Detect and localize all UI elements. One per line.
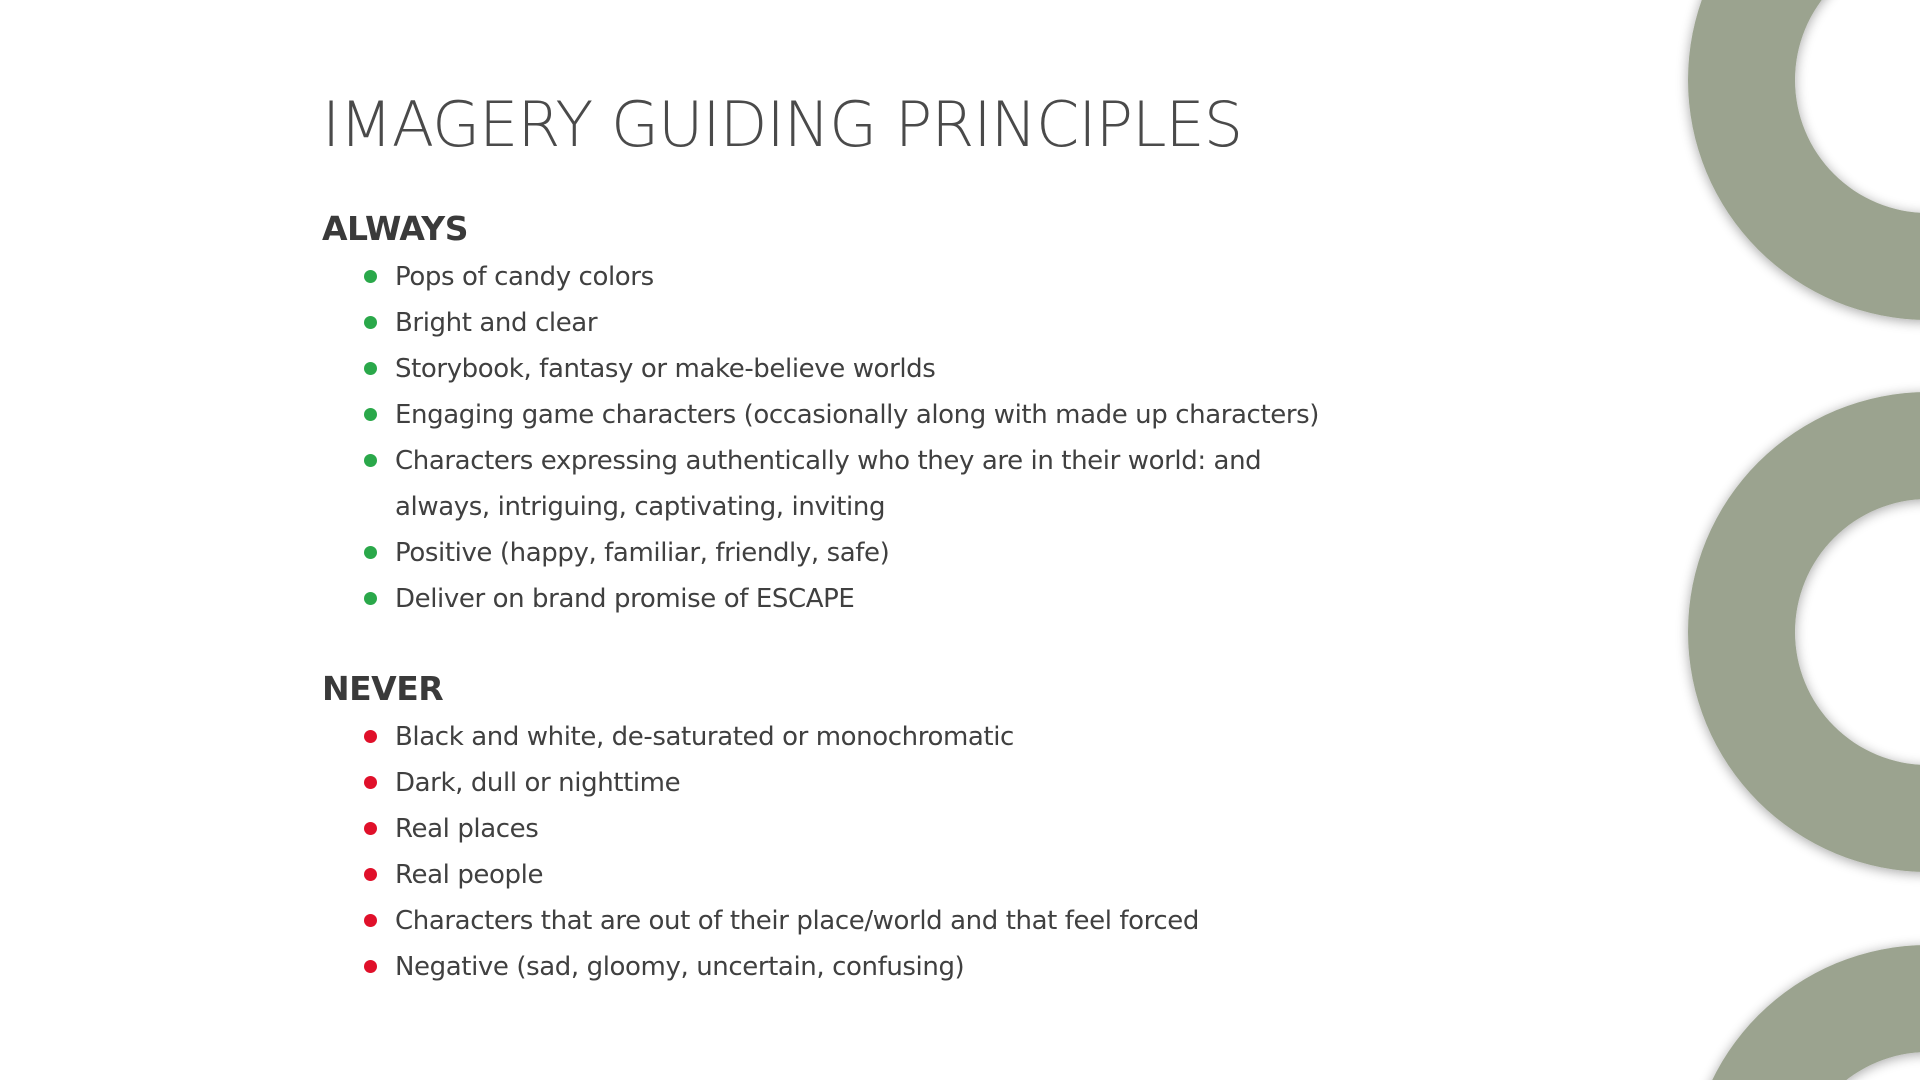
always-heading: ALWAYS (322, 209, 468, 248)
never-list-item (322, 714, 1322, 760)
always-list-item (322, 254, 1322, 300)
green-dot-icon (364, 454, 377, 467)
never-list-item (322, 806, 1322, 852)
always-list-item (322, 530, 1322, 576)
green-dot-icon (364, 316, 377, 329)
red-dot-icon (364, 822, 377, 835)
red-dot-icon (364, 868, 377, 881)
always-item-text: Storybook, fantasy or make-believe worlds (395, 354, 936, 384)
always-section (322, 208, 1322, 622)
always-item-text: Characters expressing authentically who they are in their world: and always, intriguing, captivating, inviting (395, 446, 1262, 522)
always-list-item (322, 300, 1322, 346)
always-list (322, 254, 1322, 622)
never-list-item (322, 944, 1322, 990)
red-dot-icon (364, 730, 377, 743)
always-list-item (322, 392, 1322, 438)
never-list-item (322, 852, 1322, 898)
green-dot-icon (364, 546, 377, 559)
never-item-text: Real places (395, 814, 539, 844)
never-section (322, 668, 1322, 990)
ring-shape-bottom (1688, 945, 1920, 1080)
ring-shape-middle (1688, 392, 1920, 872)
never-list-item (322, 898, 1322, 944)
always-list-item (322, 346, 1322, 392)
always-item-text: Bright and clear (395, 308, 598, 338)
always-list-item (322, 576, 1322, 622)
green-dot-icon (364, 592, 377, 605)
ring-shape-top (1688, 0, 1920, 320)
never-heading: NEVER (322, 669, 444, 708)
always-item-text: Positive (happy, familiar, friendly, safe) (395, 538, 890, 568)
always-list-item (322, 438, 1322, 530)
page-title: IMAGERY GUIDING PRINCIPLES (322, 88, 1243, 161)
never-item-text: Black and white, de-saturated or monochromatic (395, 722, 1014, 752)
never-item-text: Negative (sad, gloomy, uncertain, confusing) (395, 952, 965, 982)
never-item-text: Characters that are out of their place/world and that feel forced (395, 906, 1199, 936)
green-dot-icon (364, 270, 377, 283)
always-item-text: Pops of candy colors (395, 262, 654, 292)
red-dot-icon (364, 776, 377, 789)
green-dot-icon (364, 362, 377, 375)
never-item-text: Dark, dull or nighttime (395, 768, 681, 798)
green-dot-icon (364, 408, 377, 421)
always-item-text: Deliver on brand promise of ESCAPE (395, 584, 855, 614)
never-list-item (322, 760, 1322, 806)
always-item-text: Engaging game characters (occasionally along with made up characters) (395, 400, 1320, 430)
never-item-text: Real people (395, 860, 544, 890)
never-list (322, 714, 1322, 990)
red-dot-icon (364, 960, 377, 973)
red-dot-icon (364, 914, 377, 927)
